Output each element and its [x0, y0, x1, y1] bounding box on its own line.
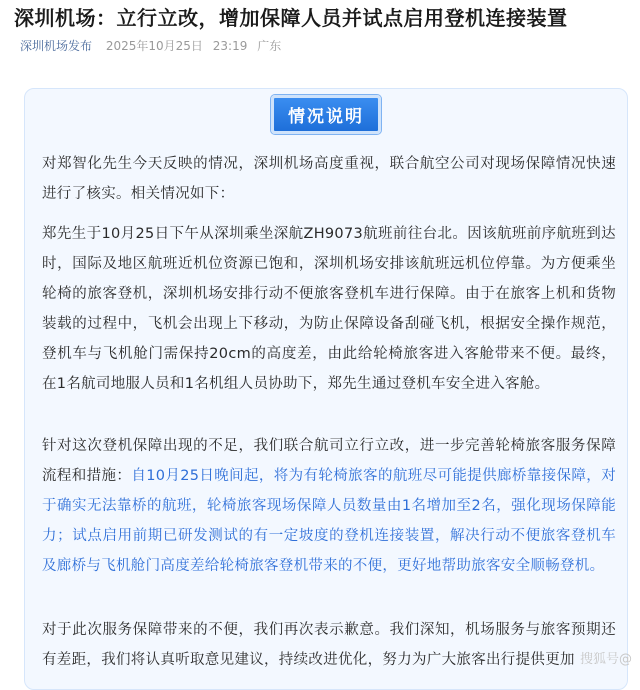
publish-time: 23:19: [212, 39, 248, 53]
statement-card: [24, 88, 628, 690]
source-link[interactable]: 深圳机场发布: [20, 39, 93, 53]
banner-wrap: [25, 95, 627, 134]
paragraph-details: 郑先生于10月25日下午从深圳乘坐深航ZH9073航班前往台北。因该航班前序航班到达时，国际及地区航班近机位资源已饱和，深圳机场安排该航班远机位停靠。为方便乘坐轮椅的旅客登机，深圳机场安排行动不便旅客登机车进行保障。由于在旅客上机和货物装载的过程中，飞机会出现上下移动，为防止保障设备刮碰飞机，根据安全操作规范，登机车与飞机舱门需保持20cm的高度差，由此给轮椅旅客进入客舱带来不便。最终，在1名航司地服人员和1名机组人员协助下，郑先生通过登机车安全进入客舱。: [42, 226, 616, 392]
paragraph-apology: 对于此次服务保障带来的不便，我们再次表示歉意。我们深知，机场服务与旅客预期还有差距，我们将认真听取意见建议，持续改进优化，努力为广大旅客出行提供更加: [42, 622, 616, 668]
publish-date: 2025年10月25日: [105, 39, 203, 53]
article-headline: 深圳机场：立行立改，增加保障人员并试点启用登机连接装置: [14, 6, 568, 30]
region-label: 广东: [257, 39, 282, 53]
paragraph-intro: 对郑智化先生今天反映的情况，深圳机场高度重视，联合航空公司对现场保障情况快速进行了核实。相关情况如下：: [42, 156, 616, 202]
watermark-text: 搜狐号@: [579, 652, 632, 667]
measures-highlight: 自10月25日晚间起，将为有轮椅旅客的航班尽可能提供廊桥靠接保障，对于确实无法靠桥的航班，轮椅旅客现场保障人员数量由1名增加至2名，强化现场保障能力；试点启用前期已研发测试的有一定坡度的登机连接装置，解决行动不便旅客登机车及廊桥与飞机舱门高度差给轮椅旅客登机带来的不便，更好地帮助旅客安全顺畅登机。: [42, 468, 616, 574]
paragraph-measures: [42, 431, 616, 581]
statement-banner: 情况说明: [271, 95, 381, 134]
article-meta: [20, 38, 281, 54]
measures-lead: 针对这次登机保障出现的不足，我们联合航司立行立改，进一步完善轮椅旅客服务保障流程和措施：: [42, 438, 616, 484]
